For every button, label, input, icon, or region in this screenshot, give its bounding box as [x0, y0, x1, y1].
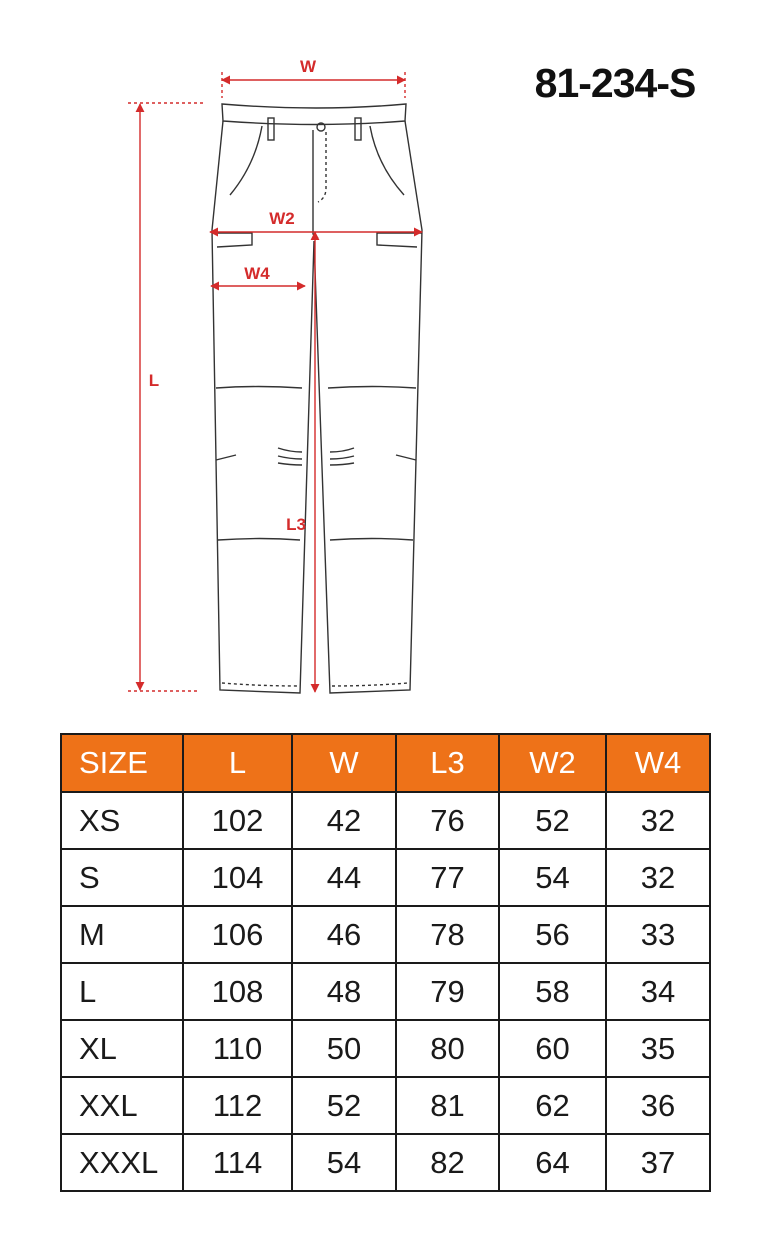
cell-l: 108	[183, 963, 292, 1020]
size-chart-table	[60, 733, 711, 1192]
cell-w2: 56	[499, 906, 606, 963]
cell-l3: 77	[396, 849, 499, 906]
cell-l: 112	[183, 1077, 292, 1134]
header-l: L	[183, 734, 292, 792]
cell-w: 46	[292, 906, 396, 963]
cell-l3: 81	[396, 1077, 499, 1134]
header-w: W	[292, 734, 396, 792]
cell-l: 102	[183, 792, 292, 849]
trousers-outline	[212, 104, 422, 693]
cell-w4: 36	[606, 1077, 710, 1134]
measurement-lines	[128, 72, 422, 692]
header-size: SIZE	[61, 734, 183, 792]
table-row	[61, 1020, 710, 1077]
table-row	[61, 963, 710, 1020]
cell-w2: 64	[499, 1134, 606, 1191]
header-w2: W2	[499, 734, 606, 792]
cell-w4: 32	[606, 792, 710, 849]
cell-l: 104	[183, 849, 292, 906]
cell-w2: 58	[499, 963, 606, 1020]
cell-l: 106	[183, 906, 292, 963]
cell-w: 54	[292, 1134, 396, 1191]
cell-w4: 37	[606, 1134, 710, 1191]
header-w4: W4	[606, 734, 710, 792]
product-code: 81-234-S	[534, 60, 696, 106]
cell-w: 42	[292, 792, 396, 849]
cell-w4: 35	[606, 1020, 710, 1077]
label-w4: W4	[244, 264, 270, 283]
cell-l3: 78	[396, 906, 499, 963]
cell-size: XL	[61, 1020, 183, 1077]
cell-l: 114	[183, 1134, 292, 1191]
cell-w: 44	[292, 849, 396, 906]
cell-w2: 52	[499, 792, 606, 849]
table-row	[61, 1077, 710, 1134]
table-row	[61, 906, 710, 963]
cell-w: 50	[292, 1020, 396, 1077]
table-row	[61, 792, 710, 849]
cell-size: M	[61, 906, 183, 963]
header-l3: L3	[396, 734, 499, 792]
cell-w: 52	[292, 1077, 396, 1134]
cell-size: XXXL	[61, 1134, 183, 1191]
table-row	[61, 849, 710, 906]
cell-w4: 34	[606, 963, 710, 1020]
label-w2: W2	[269, 209, 295, 228]
cell-w2: 62	[499, 1077, 606, 1134]
label-l: L	[148, 371, 160, 390]
cell-w4: 33	[606, 906, 710, 963]
table-header-row	[61, 734, 710, 792]
cell-size: L	[61, 963, 183, 1020]
cell-size: S	[61, 849, 183, 906]
table-row	[61, 1134, 710, 1191]
cell-w2: 54	[499, 849, 606, 906]
cell-l: 110	[183, 1020, 292, 1077]
measurement-labels	[149, 57, 317, 534]
label-l3: L3	[286, 515, 306, 534]
cell-w2: 60	[499, 1020, 606, 1077]
cell-w4: 32	[606, 849, 710, 906]
cell-l3: 79	[396, 963, 499, 1020]
cell-size: XXL	[61, 1077, 183, 1134]
cell-size: XS	[61, 792, 183, 849]
cell-l3: 82	[396, 1134, 499, 1191]
cell-l3: 76	[396, 792, 499, 849]
label-w: W	[299, 57, 317, 76]
cell-l3: 80	[396, 1020, 499, 1077]
cell-w: 48	[292, 963, 396, 1020]
